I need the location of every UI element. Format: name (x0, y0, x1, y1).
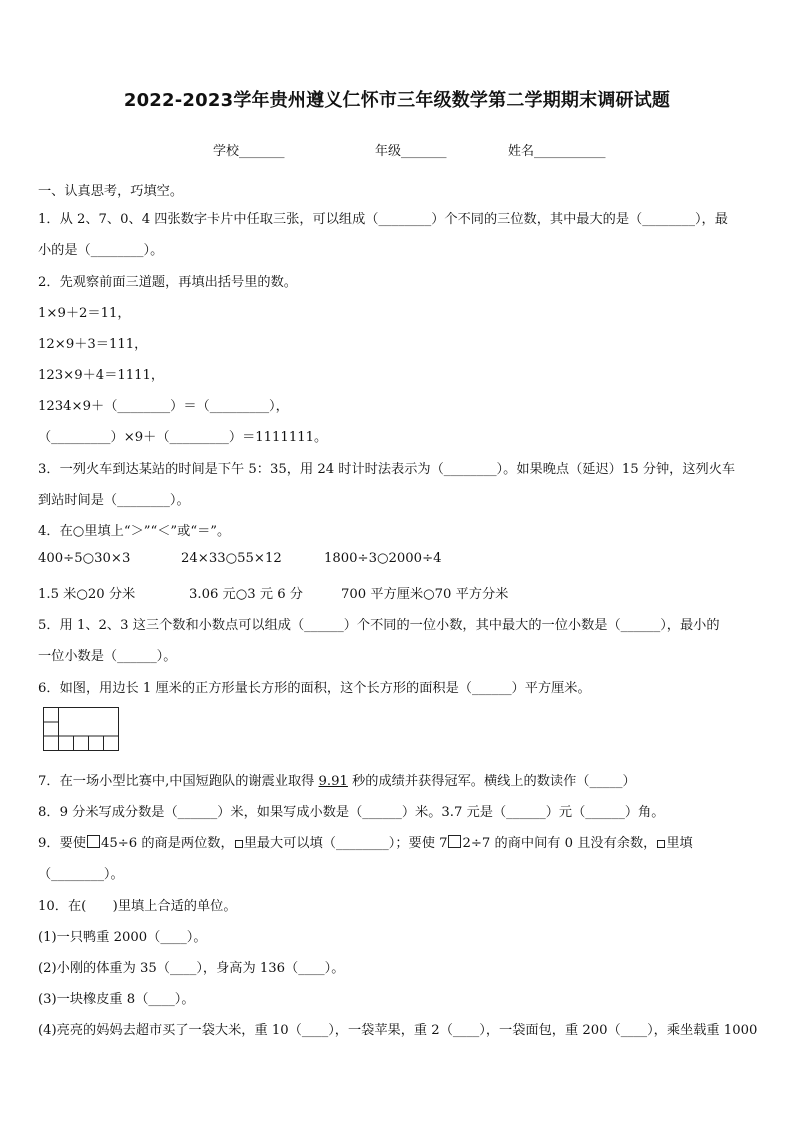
blank-box-icon (448, 835, 461, 848)
question-2-line-6: （_________）×9＋（_________）＝1111111。 (38, 430, 328, 445)
question-2-line-1: 2．先观察前面三道题，再填出括号里的数。 (38, 275, 297, 290)
question-10-line-5: (4)亮亮的妈妈去超市买了一袋大米，重 10（____），一袋苹果，重 2（____），一袋面包，重 200（____），乘坐载重 1000 (38, 1023, 758, 1038)
rectangle-area-figure (43, 707, 121, 752)
section-heading: 一、认真思考，巧填空。 (38, 184, 184, 199)
question-5-line-2: 一位小数是（______）。 (38, 649, 177, 664)
question-9-text: 45÷6 的商是两位数， (100, 836, 234, 851)
question-7-line-1 (38, 770, 636, 789)
question-2-line-5: 1234×9＋（________）＝（_________）， (38, 399, 289, 414)
question-10-line-3: (2)小刚的体重为 35（____），身高为 136（____）。 (38, 961, 345, 976)
question-8-line-1: 8．9 分米写成分数是（______）米，如果写成小数是（______）米。3.7 元是（______）元（______）角。 (38, 805, 665, 820)
compare-item: 1800÷3○2000÷4 (324, 551, 442, 566)
compare-item: 400÷5○30×3 (38, 551, 131, 566)
question-2-line-4: 123×9＋4＝1111， (38, 368, 165, 383)
question-10-line-1: 10．在( )里填上合适的单位。 (38, 899, 237, 914)
question-4-line-1: 4．在○里填上“＞”“＜”或“＝”。 (38, 524, 231, 539)
underlined-number: 9.91 (318, 774, 348, 789)
question-5-line-1: 5．用 1、2、3 这三个数和小数点可以组成（______）个不同的一位小数，其中最大的一位小数是（______），最小的 (38, 618, 720, 633)
question-9-text: 里最大可以填（________）；要使 7 (243, 836, 448, 851)
question-2-line-3: 12×9＋3＝111， (38, 337, 148, 352)
question-2-line-2: 1×9＋2＝11， (38, 306, 131, 321)
question-9-line-2: （________）。 (38, 867, 124, 882)
question-9-text: 9．要使 (38, 836, 86, 851)
question-7-text: 7．在一场小型比赛中,中国短跑队的谢震业取得 (38, 774, 319, 789)
school-field: 学校_______ (213, 144, 285, 159)
question-10-line-4: (3)一块橡皮重 8（____）。 (38, 992, 195, 1007)
page-title: 2022-2023学年贵州遵义仁怀市三年级数学第二学期期末调研试题 (123, 90, 671, 111)
question-9-text: 里填 (666, 836, 693, 851)
question-1-line-2: 小的是（________）。 (38, 243, 164, 258)
question-7-text: 秒的成绩并获得冠军。横线上的数读作（_____） (347, 774, 636, 789)
question-10-line-2: (1)一只鸭重 2000（____）。 (38, 930, 207, 945)
blank-box-icon (87, 835, 100, 848)
compare-item: 3.06 元○3 元 6 分 (189, 587, 303, 602)
small-box-icon (235, 840, 243, 848)
question-3-line-2: 到站时间是（________）。 (38, 493, 190, 508)
compare-item: 700 平方厘米○70 平方分米 (341, 587, 509, 602)
question-9-line-1 (38, 832, 693, 851)
compare-item: 1.5 米○20 分米 (38, 587, 136, 602)
small-box-icon (657, 840, 665, 848)
question-1-line-1: 1．从 2、7、0、4 四张数字卡片中任取三张，可以组成（________）个不同的三位数，其中最大的是（________），最 (38, 212, 728, 227)
question-9-text: 2÷7 的商中间有 0 且没有余数， (462, 836, 657, 851)
name-field: 姓名___________ (508, 144, 606, 159)
question-6-line-1: 6．如图，用边长 1 厘米的正方形量长方形的面积，这个长方形的面积是（______）平方厘米。 (38, 681, 591, 696)
compare-item: 24×33○55×12 (181, 551, 282, 566)
question-3-line-1: 3．一列火车到达某站的时间是下午 5：35，用 24 时计时法表示为（________）。如果晚点（延迟）15 分钟，这列火车 (38, 462, 736, 477)
grade-field: 年级_______ (375, 144, 447, 159)
